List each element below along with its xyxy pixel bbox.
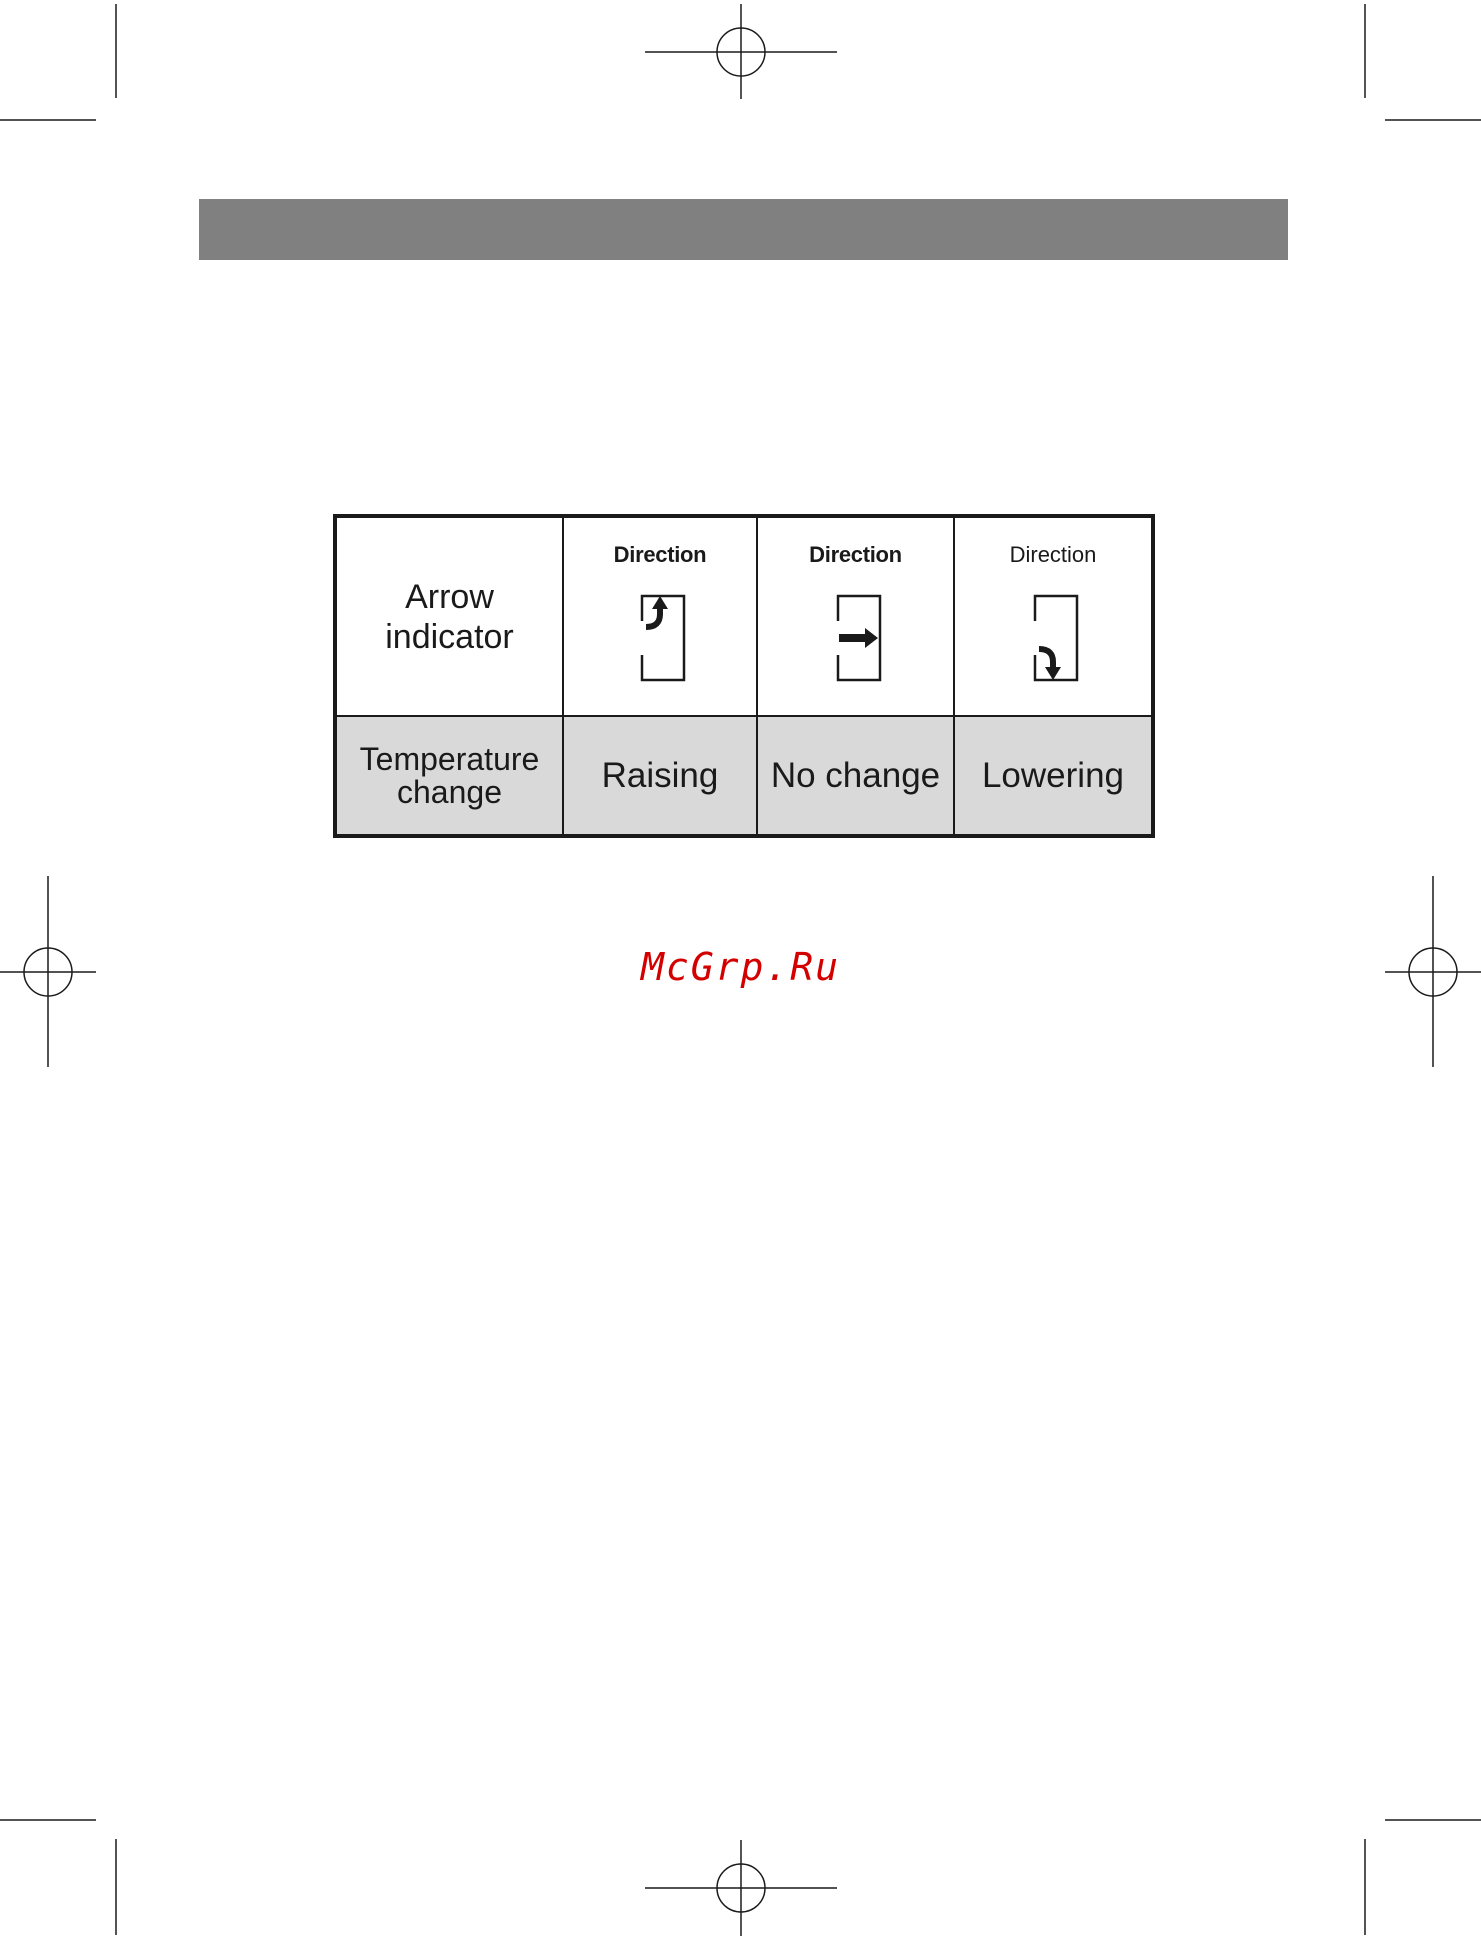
arrow-indicator-row (335, 516, 1153, 716)
direction-label-down: Direction (1009, 542, 1097, 567)
direction-label-right: Direction (809, 542, 902, 567)
temperature-change-header-line2: change (397, 773, 502, 810)
arrow-up-icon (632, 590, 688, 686)
temperature-change-header-line1: Temperature (359, 740, 540, 777)
temperature-change-raising: Raising (563, 716, 757, 836)
direction-cell-up (563, 516, 757, 716)
watermark-text: McGrp.Ru (640, 945, 841, 989)
direction-label-up: Direction (613, 542, 707, 567)
arrow-down-icon (1025, 590, 1081, 686)
arrow-indicator-header-line2: indicator (385, 617, 514, 656)
arrow-indicator-header (335, 516, 563, 716)
temperature-change-header (335, 716, 563, 836)
temperature-change-lowering: Lowering (954, 716, 1153, 836)
arrow-indicator-table (333, 514, 1155, 838)
temperature-change-row (335, 716, 1153, 836)
arrow-right-icon (828, 590, 884, 686)
section-header-bar (199, 199, 1288, 260)
direction-cell-right (757, 516, 954, 716)
temperature-change-no-change: No change (757, 716, 954, 836)
direction-cell-down (954, 516, 1153, 716)
arrow-indicator-header-line1: Arrow (405, 577, 494, 616)
